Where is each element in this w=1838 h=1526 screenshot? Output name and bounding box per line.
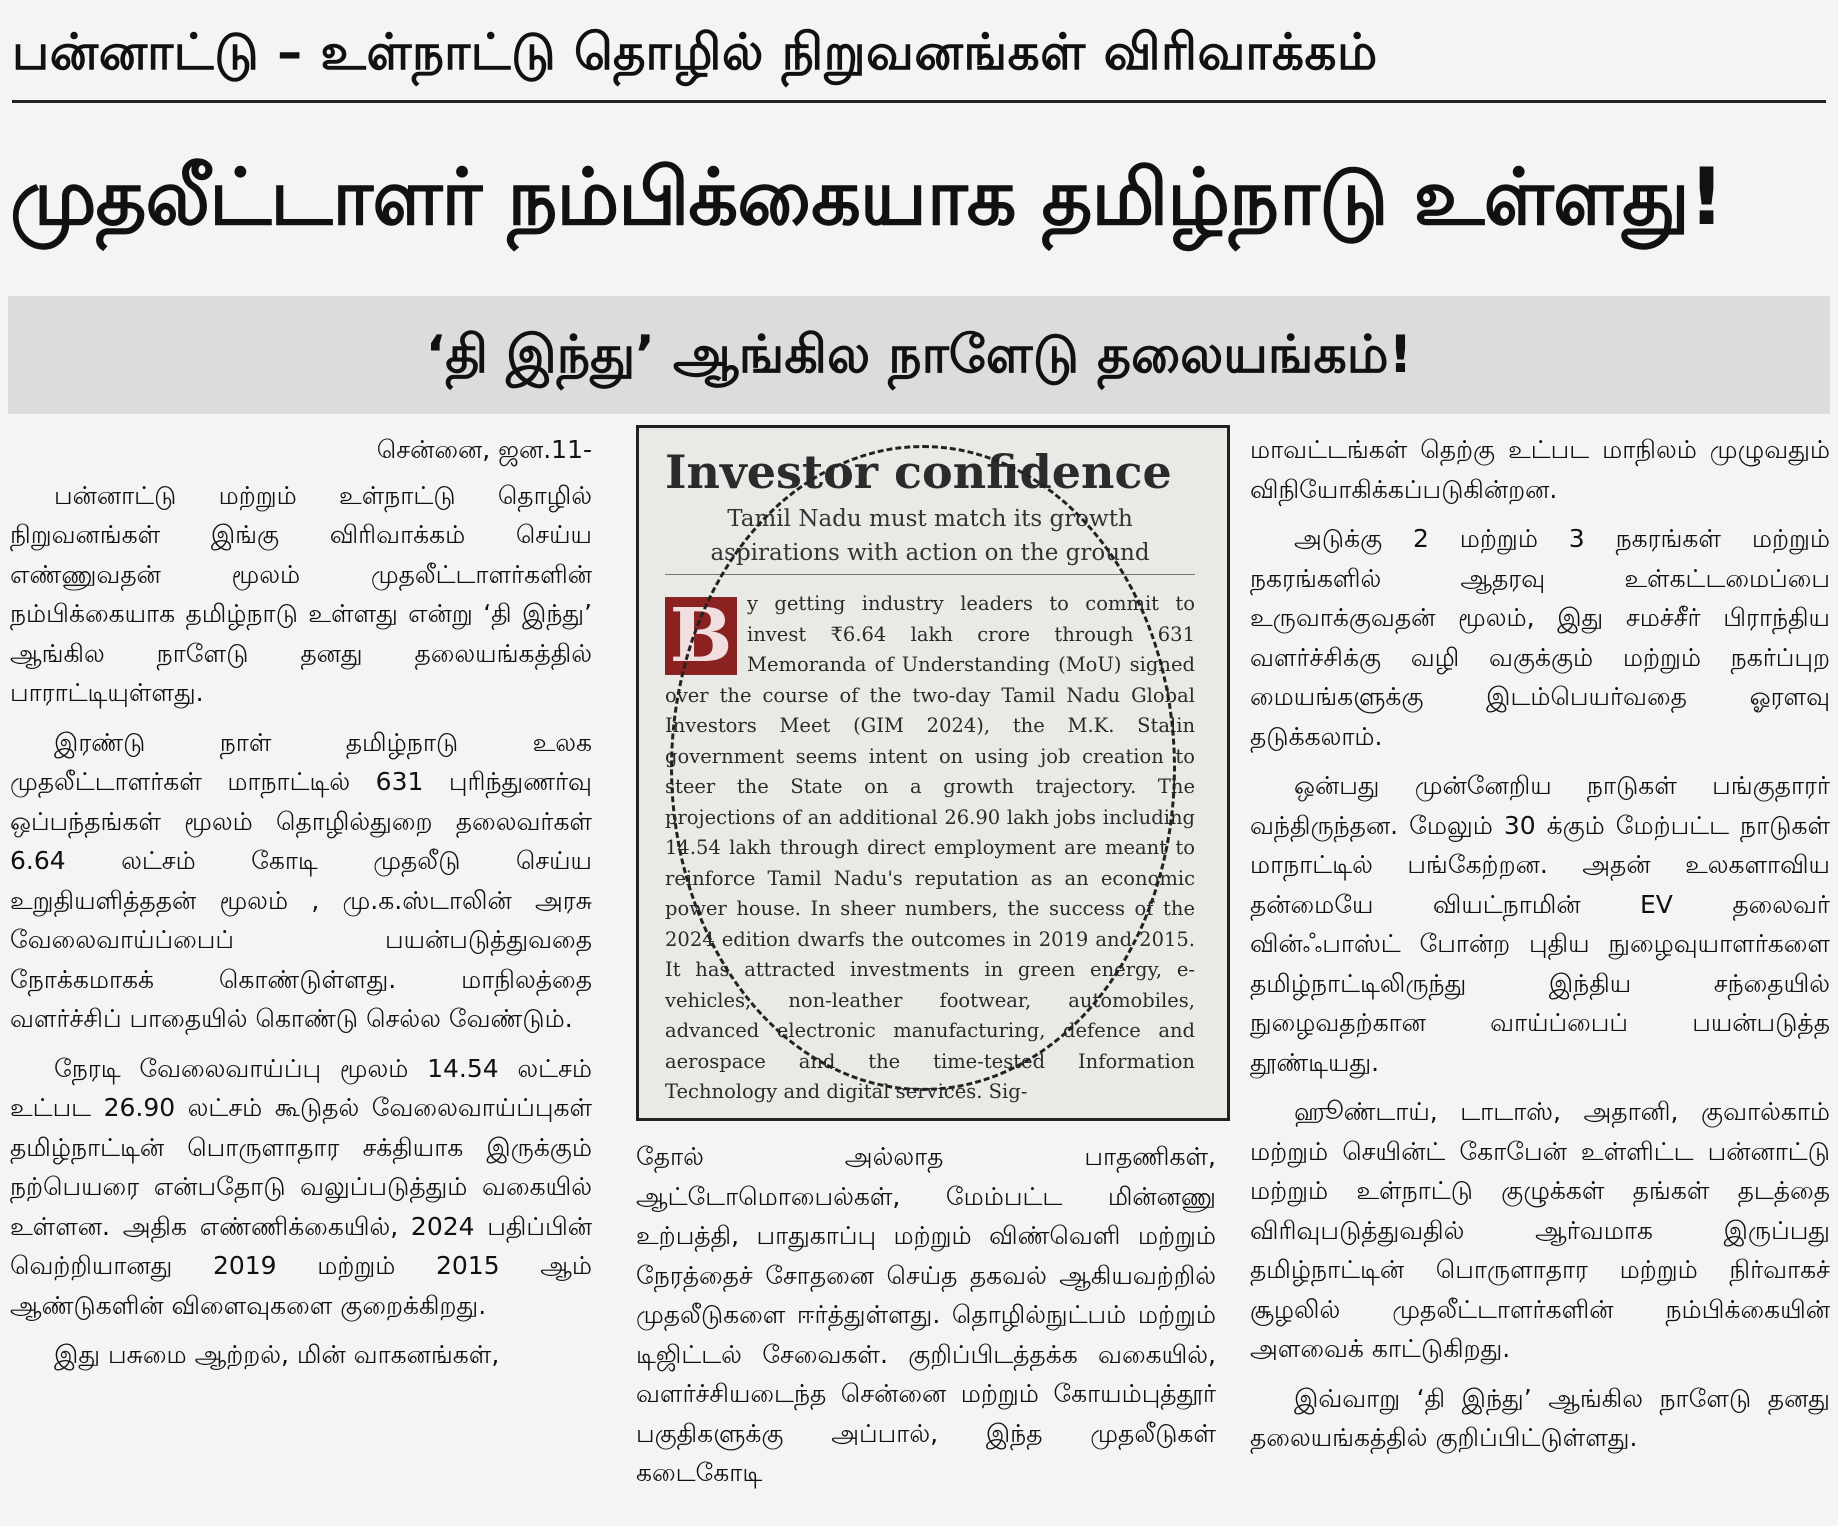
- subheadline-bar: [8, 296, 1830, 414]
- clipping-content: [665, 442, 1195, 1108]
- newspaper-clipping: [636, 425, 1230, 1121]
- clipping-deck: Tamil Nadu must match its growth aspirations with action on the ground: [665, 502, 1195, 575]
- paragraph: நேரடி வேலைவாய்ப்பு மூலம் 14.54 லட்சம் உட்பட 26.90 லட்சம் கூடுதல் வேலைவாய்ப்புகள் தமிழ்நாட்டின் பொருளாதார சக்தியாக இருக்கும் நற்பெயரை என்பதோடு வலுப்படுத்தும் வகையில் உள்ளன. அதிக எண்ணிக்கையில், 2024 பதிப்பின் வெற்றியானது 2019 மற்றும் 2015 ஆம் ஆண்டுகளின் விளைவுகளை குறைக்கிறது.: [10, 1053, 592, 1320]
- dateline: சென்னை, ஜன.11-: [376, 435, 592, 464]
- paragraph: மாவட்டங்கள் தெற்கு உட்பட மாநிலம் முழுவதும் விநியோகிக்கப்படுகின்றன.: [1250, 435, 1830, 504]
- paragraph: ஒன்பது முன்னேறிய நாடுகள் பங்குதாரர் வந்திருந்தன. மேலும் 30 க்கும் மேற்பட்ட நாடுகள் மாநாட்டில் பங்கேற்றன. அதன் உலகளாவிய தன்மையே வியட்நாமின் EV தலைவர் வின்ஃபாஸ்ட் போன்ற புதிய நுழைவுயாளர்களை தமிழ்நாட்டிலிருந்து இந்திய சந்தையில் நுழைவதற்கான வாய்ப்பைப் பயன்படுத்த தூண்டியது.: [1250, 771, 1830, 1077]
- subheadline: ‘தி இந்து’ ஆங்கில நாளேடு தலையங்கம்!: [425, 325, 1413, 385]
- paragraph: இரண்டு நாள் தமிழ்நாடு உலக முதலீட்டாளர்கள் மாநாட்டில் 631 புரிந்துணர்வு ஒப்பந்தங்கள் மூலம் தொழில்துறை தலைவர்கள் 6.64 லட்சம் கோடி முதலீடு செய்ய உறுதியளித்ததன் மூலம் , மு.க.ஸ்டாலின் அரசு வேலைவாய்ப்பைப் பயன்படுத்துவதை நோக்கமாகக் கொண்டுள்ளது. மாநிலத்தை வளர்ச்சிப் பாதையில் கொண்டு செல்ல வேண்டும்.: [10, 727, 592, 1033]
- paragraph: இது பசுமை ஆற்றல், மின் வாகனங்கள்,: [54, 1340, 500, 1369]
- article-column-2: [636, 1137, 1216, 1517]
- paragraph: பன்னாட்டு மற்றும் உள்நாட்டு தொழில் நிறுவனங்கள் இங்கு விரிவாக்கம் செய்ய எண்ணுவதன் மூலம் முதலீட்டாளர்களின் நம்பிக்கையாக தமிழ்நாடு உள்ளது என்று ‘தி இந்து’ ஆங்கில நாளேடு தனது தலையங்கத்தில் பாராட்டியுள்ளது.: [10, 480, 592, 707]
- paragraph: இவ்வாறு ‘தி இந்து’ ஆங்கில நாளேடு தனது தலையங்கத்தில் குறிப்பிட்டுள்ளது.: [1250, 1383, 1830, 1452]
- article-column-1: [10, 430, 592, 1520]
- paragraph: அடுக்கு 2 மற்றும் 3 நகரங்கள் மற்றும் நகரங்களில் ஆதரவு உள்கட்டமைப்பை உருவாக்குவதன் மூலம், இது சமச்சீர் பிராந்திய வளர்ச்சிக்கு வழி வகுக்கும் மற்றும் நகர்ப்புற மையங்களுக்கு இடம்பெயர்வதை ஓரளவு தடுக்கலாம்.: [1250, 524, 1830, 751]
- main-headline: முதலீட்டாளர் நம்பிக்கையாக தமிழ்நாடு உள்ளது!: [10, 153, 1724, 243]
- kicker-headline: பன்னாட்டு – உள்நாட்டு தொழில் நிறுவனங்கள் விரிவாக்கம்: [12, 4, 1826, 103]
- article-column-3: [1250, 430, 1830, 1520]
- clipping-body-text: y getting industry leaders to commit to invest ₹6.64 lakh crore through 631 Memoranda of Understanding (MoU) signed over the course of the two-day Tamil Nadu Global Investors Meet (GIM 2024), the M.K. Stalin government seems intent on using job creation to steer the State on a growth trajectory. The projections of an additional 26.90 lakh jobs including 14.54 lakh through direct employment are meant to reinforce Tamil Nadu's reputation as an economic power house. In sheer numbers, the success of the 2024 edition dwarfs the outcomes in 2019 and 2015. It has attracted investments in green energy, e-vehicles, non-leather footwear, automobiles, advanced electronic manufacturing, defence and aerospace and the time-tested Information Technology and digital services. Sig-: [665, 592, 1195, 1103]
- clipping-body: [665, 589, 1195, 1108]
- clipping-dropcap: B: [665, 597, 737, 675]
- clipping-title: Investor confidence: [665, 445, 1172, 499]
- paragraph: ஹூண்டாய், டாடாஸ், அதானி, குவால்காம் மற்றும் செயின்ட் கோபேன் உள்ளிட்ட பன்னாட்டு மற்றும் உள்நாட்டு குழுக்கள் தங்கள் தடத்தை விரிவுபடுத்துவதில் ஆர்வமாக இருப்பது தமிழ்நாட்டின் பொருளாதார மற்றும் நிர்வாகச் சூழலில் முதலீட்டாளர்களின் நம்பிக்கையின் அளவைக் காட்டுகிறது.: [1250, 1097, 1830, 1363]
- paragraph: தோல் அல்லாத பாதணிகள், ஆட்டோமொபைல்கள், மேம்பட்ட மின்னணு உற்பத்தி, பாதுகாப்பு மற்றும் விண்வெளி மற்றும் நேரத்தைச் சோதனை செய்த தகவல் ஆகியவற்றில் முதலீடுகளை ஈர்த்துள்ளது. தொழில்நுட்பம் மற்றும் டிஜிட்டல் சேவைகள். குறிப்பிடத்தக்க வகையில், வளர்ச்சியடைந்த சென்னை மற்றும் கோயம்புத்தூர் பகுதிகளுக்கு அப்பால், இந்த முதலீடுகள் கடைகோடி: [636, 1142, 1216, 1487]
